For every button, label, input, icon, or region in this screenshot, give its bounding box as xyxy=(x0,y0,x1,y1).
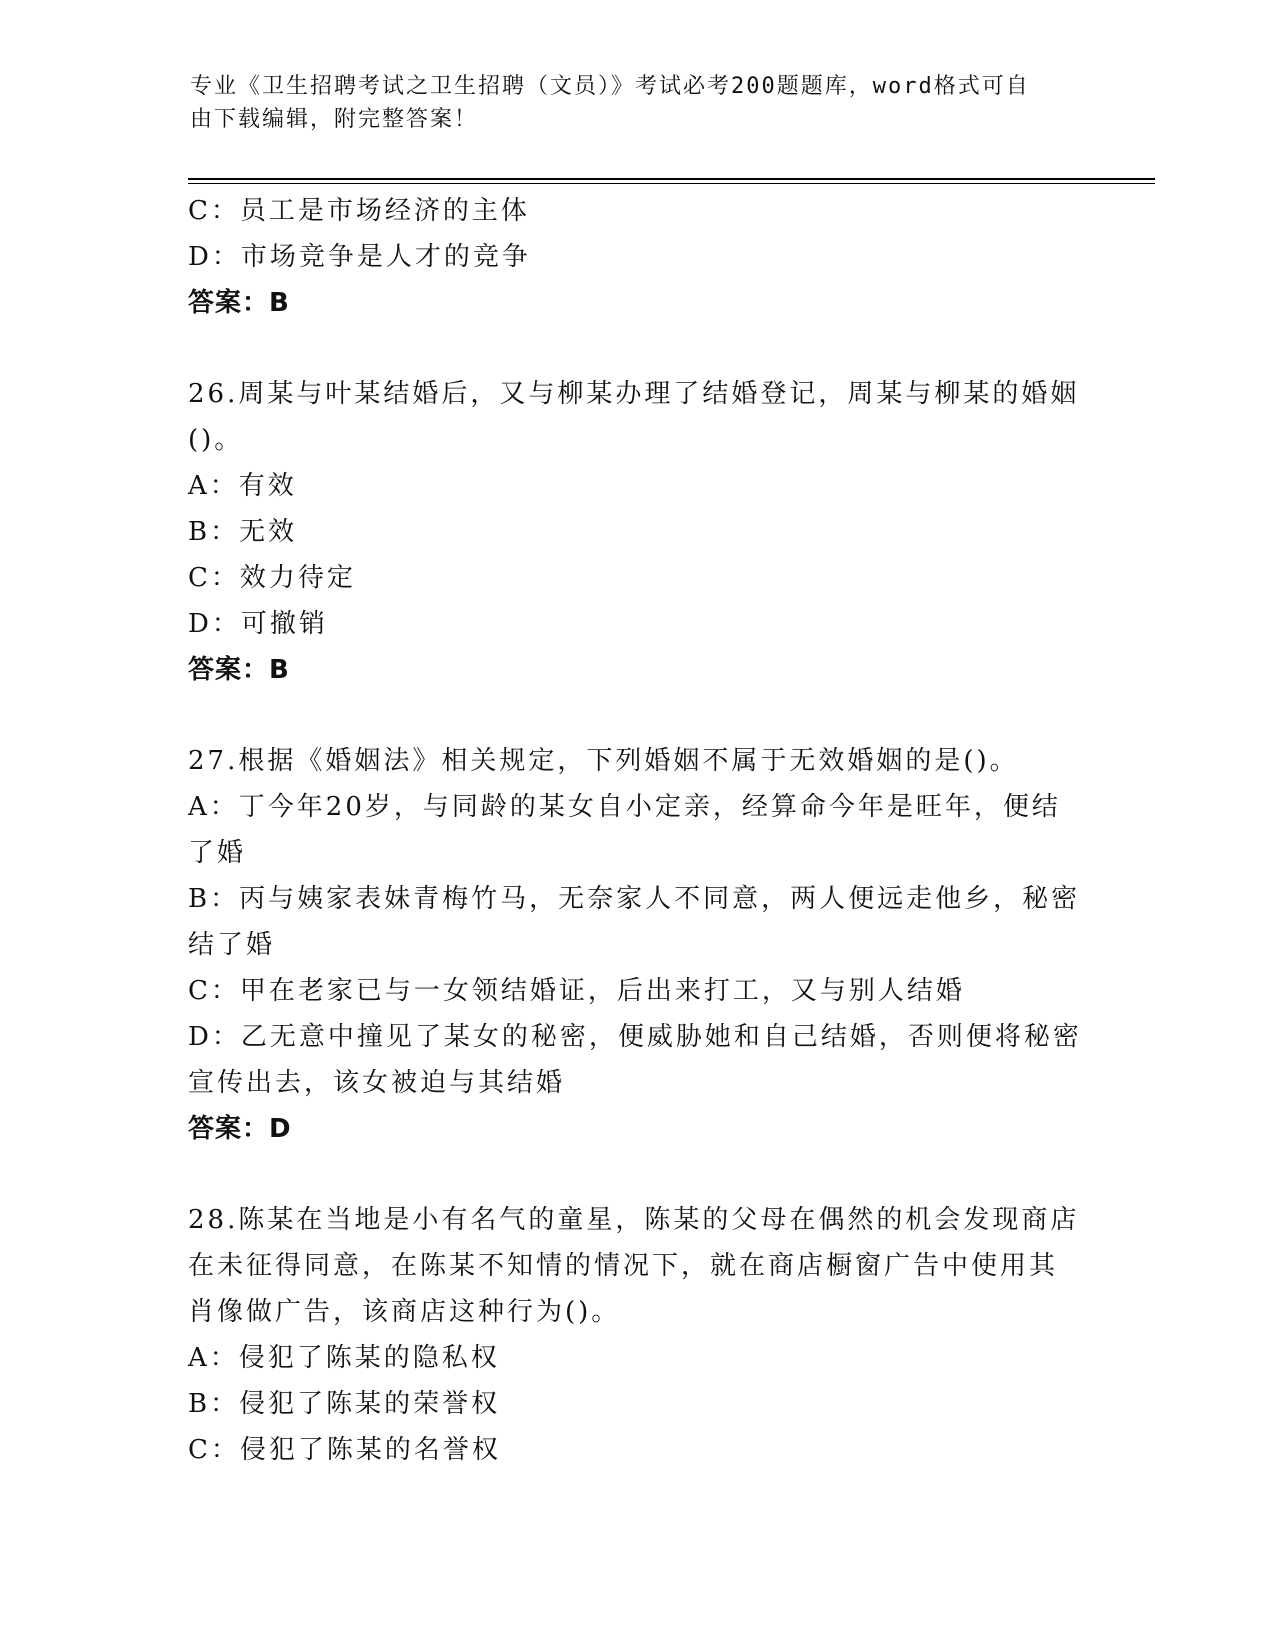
option-b: B：侵犯了陈某的荣誉权 xyxy=(188,1389,501,1419)
option-a: A：有效 xyxy=(188,471,297,501)
question-list xyxy=(188,188,1088,1473)
question-25-tail xyxy=(188,188,1088,326)
document-header xyxy=(190,70,1070,136)
option-a-cont: 了婚 xyxy=(188,838,247,868)
question-stem-cont: 在未征得同意，在陈某不知情的情况下，就在商店橱窗广告中使用其 xyxy=(188,1251,1059,1281)
header-divider-thin xyxy=(188,183,1155,184)
answer-line: 答案：B xyxy=(188,288,290,318)
answer-line: 答案：D xyxy=(188,1114,292,1144)
header-line-1: 专业《卫生招聘考试之卫生招聘（文员）》考试必考200题题库，word格式可自 xyxy=(190,74,1030,99)
option-c: C：员工是市场经济的主体 xyxy=(188,196,530,226)
option-b: B：无效 xyxy=(188,517,298,547)
question-26 xyxy=(188,371,1088,693)
option-c: C：效力待定 xyxy=(188,563,356,593)
option-c: C：甲在老家已与一女领结婚证，后出来打工，又与别人结婚 xyxy=(188,976,965,1006)
option-a: A：丁今年20岁，与同龄的某女自小定亲，经算命今年是旺年，便结 xyxy=(188,792,1061,822)
option-d-cont: 宣传出去，该女被迫与其结婚 xyxy=(188,1068,566,1098)
option-d: D：可撤销 xyxy=(188,609,328,639)
option-b: B：丙与姨家表妹青梅竹马，无奈家人不同意，两人便远走他乡，秘密 xyxy=(188,884,1081,914)
question-stem: 28.陈某在当地是小有名气的童星，陈某的父母在偶然的机会发现商店 xyxy=(188,1205,1080,1235)
option-a: A：侵犯了陈某的隐私权 xyxy=(188,1343,500,1373)
answer-line: 答案：B xyxy=(188,655,290,685)
question-27 xyxy=(188,738,1088,1152)
option-b-cont: 结了婚 xyxy=(188,930,276,960)
question-stem: 27.根据《婚姻法》相关规定，下列婚姻不属于无效婚姻的是()。 xyxy=(188,746,1019,776)
question-stem-cont: 肖像做广告，该商店这种行为()。 xyxy=(188,1297,621,1327)
question-stem: 26.周某与叶某结婚后，又与柳某办理了结婚登记，周某与柳某的婚姻 xyxy=(188,379,1080,409)
header-divider-thick xyxy=(188,178,1155,180)
header-line-2: 由下载编辑，附完整答案！ xyxy=(190,107,479,132)
question-28 xyxy=(188,1197,1088,1473)
option-c: C：侵犯了陈某的名誉权 xyxy=(188,1435,501,1465)
option-d: D：市场竞争是人才的竞争 xyxy=(188,242,531,272)
question-stem-cont: ()。 xyxy=(188,425,244,455)
option-d: D：乙无意中撞见了某女的秘密，便威胁她和自己结婚，否则便将秘密 xyxy=(188,1022,1082,1052)
